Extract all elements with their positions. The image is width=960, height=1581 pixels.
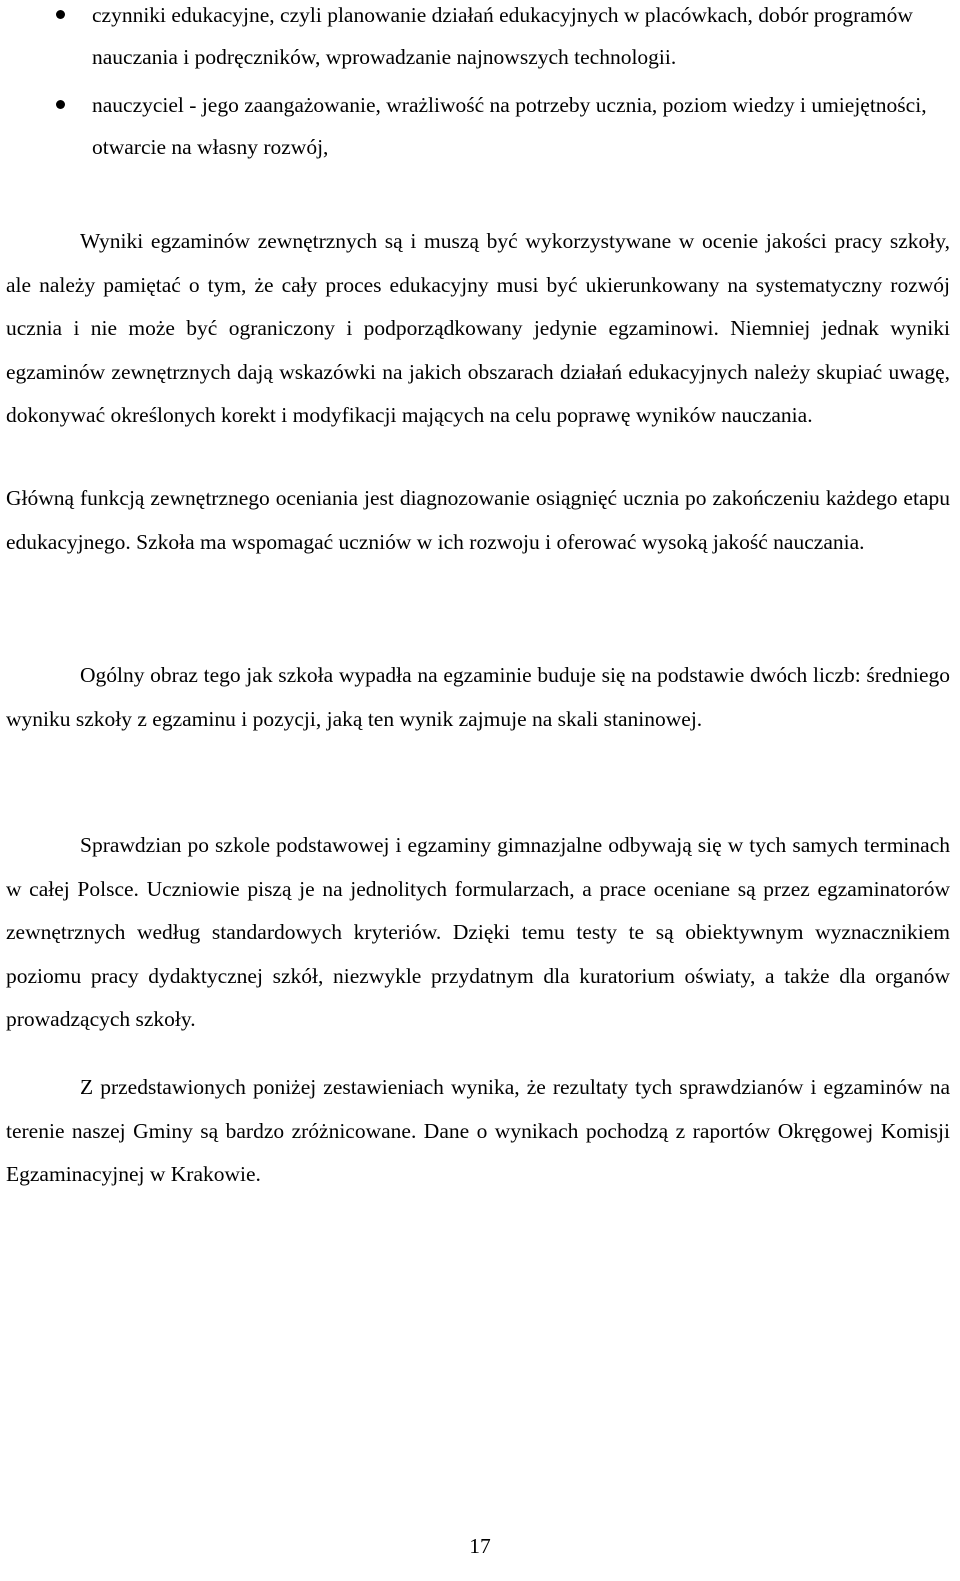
paragraph-school-picture: Ogólny obraz tego jak szkoła wypadła na egzaminie buduje się na podstawie dwóch liczb: średniego wyniku szkoły z egzaminu i pozycji, jaką ten wynik zajmuje na skali staninowej. — [6, 663, 950, 731]
bullet-list — [0, 0, 960, 174]
bullet-text: nauczyciel - jego zaangażowanie, wrażliwość na potrzeby ucznia, poziom wiedzy i umiejętności, otwarcie na własny rozwój, — [92, 93, 927, 159]
bullet-icon — [56, 100, 65, 109]
bullet-item-teacher — [0, 84, 960, 168]
paragraph-exam-results: Wyniki egzaminów zewnętrznych są i muszą być wykorzystywane w ocenie jakości pracy szkoły, ale należy pamiętać o tym, że cały proces edukacyjny musi być ukierunkowany na systematyczny rozwój ucznia i nie może być ograniczony i podporządkowany jedynie egzaminowi. Niemniej jednak wyniki egzaminów zewnętrznych dają wskazówki na jakich obszarach działań edukacyjnych należy skupiać uwagę, dokonywać określonych korekt i modyfikacji mających na celu poprawę wyników nauczania. — [6, 229, 950, 427]
paragraph-summary-results: Z przedstawionych poniżej zestawieniach wynika, że rezultaty tych sprawdzianów i egzaminów na terenie naszej Gminy są bardzo zróżnicowane. Dane o wynikach pochodzą z raportów Okręgowej Komisji Egzaminacyjnej w Krakowie. — [6, 1075, 950, 1186]
page-number: 17 — [469, 1534, 491, 1558]
bullet-item-educational-factors — [0, 0, 960, 78]
bullet-text: czynniki edukacyjne, czyli planowanie działań edukacyjnych w placówkach, dobór programów nauczania i podręczników, wprowadzanie najnowszych technologii. — [92, 3, 913, 69]
paragraph-tests-objectivity: Sprawdzian po szkole podstawowej i egzaminy gimnazjalne odbywają się w tych samych terminach w całej Polsce. Uczniowie piszą je na jednolitych formularzach, a prace oceniane są przez egzaminatorów zewnętrznych według standardowych kryteriów. Dzięki temu testy te są obiektywnym wyznacznikiem poziomu pracy dydaktycznej szkół, niezwykle przydatnym dla kuratorium oświaty, a także dla organów prowadzących szkoły. — [6, 833, 950, 1031]
paragraph-external-assessment: Główną funkcją zewnętrznego oceniania jest diagnozowanie osiągnięć ucznia po zakończeniu każdego etapu edukacyjnego. Szkoła ma wspomagać uczniów w ich rozwoju i oferować wysoką jakość nauczania. — [6, 486, 950, 554]
bullet-icon — [56, 10, 65, 19]
